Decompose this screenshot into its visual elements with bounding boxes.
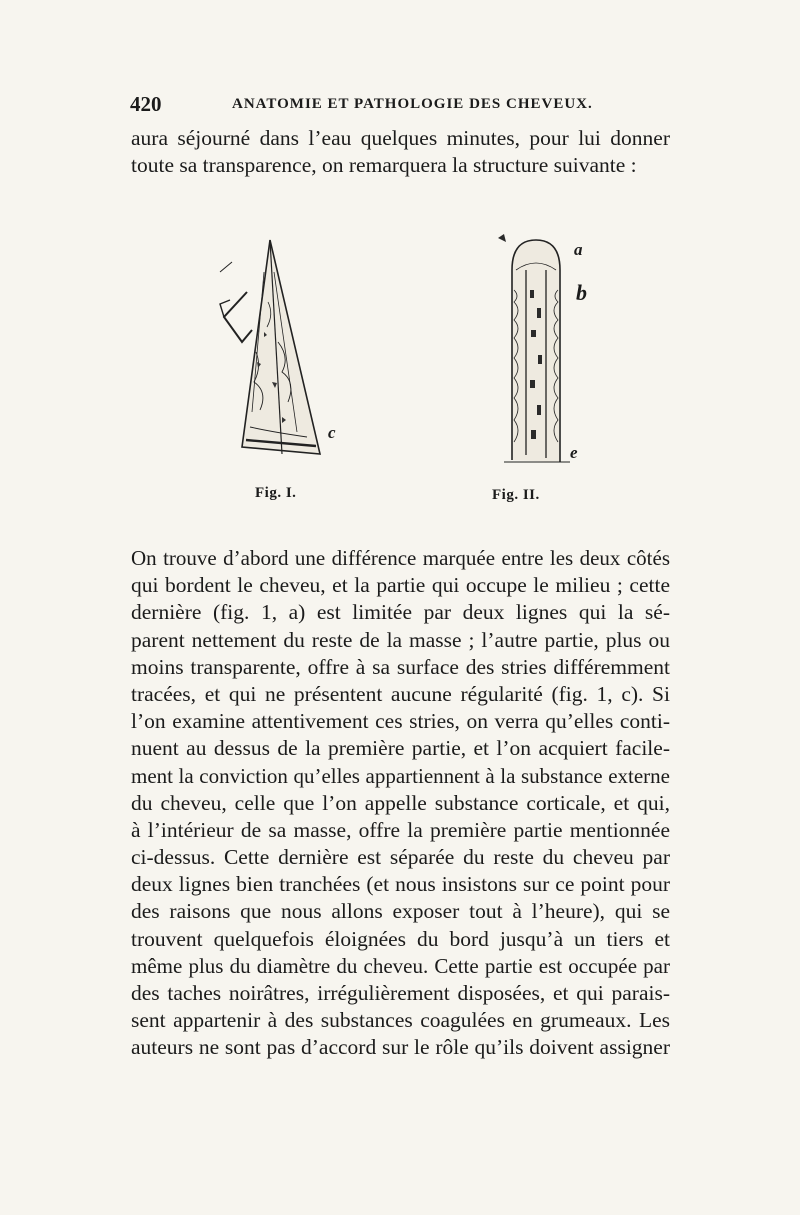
text-line: qui bordent le cheveu, et la partie qui occupe le milieu ; cette	[131, 573, 670, 598]
text-line: ment la conviction qu’elles appartiennent à la substance externe	[131, 763, 670, 788]
text-line: sent appartenir à des substances coagulées en grumeaux. Les	[131, 1008, 670, 1033]
text-line: nuent au dessus de la première partie, et l’on acquiert facile-	[131, 736, 670, 761]
text-line: trouvent quelquefois éloignées du bord jusqu’à un tiers et	[131, 926, 670, 951]
text-line: des raisons que nous allons exposer tout à l’heure), qui se	[131, 899, 670, 924]
text-line: tracées, et qui ne présentent aucune régularité (fig. 1, c). Si	[131, 681, 670, 706]
text-line: toute sa transparence, on remarquera la structure suivante :	[131, 153, 637, 177]
page-number: 420	[130, 92, 162, 116]
text-line: même plus du diamètre du cheveu. Cette partie est occupée par	[131, 953, 670, 978]
text-line: dernière (fig. 1, a) est limitée par deux lignes qui la sé-	[131, 600, 670, 625]
text-line: auteurs ne sont pas d’accord sur le rôle qu’ils doivent assigner	[131, 1035, 670, 1060]
figure-2-label-a: a	[574, 240, 583, 259]
text-line: On trouve d’abord une différence marquée entre les deux côtés	[131, 546, 670, 570]
body-paragraph	[131, 545, 670, 1062]
text-line: du cheveu, celle que l’on appelle substance corticale, et qui,	[131, 790, 670, 815]
running-title: ANATOMIE ET PATHOLOGIE DES CHEVEUX.	[232, 96, 593, 112]
text-line: parent nettement du reste de la masse ; l’autre partie, plus ou	[131, 627, 670, 652]
figure-2-label-e: e	[570, 443, 578, 462]
figure-2-illustration	[484, 230, 604, 475]
text-line: moins transparente, offre à sa surface des stries différemment	[131, 654, 670, 679]
text-line: deux lignes bien tranchées (et nous insistons sur ce point pour	[131, 872, 670, 897]
text-line: des taches noirâtres, irrégulièrement disposées, et qui parais-	[131, 981, 670, 1005]
figure-1-label-c: c	[328, 423, 336, 442]
figure-2-label-b: b	[576, 280, 587, 305]
figure-1-caption: Fig. I.	[255, 485, 297, 501]
intro-paragraph	[131, 125, 670, 179]
text-line: à l’intérieur de sa masse, offre la première partie mentionnée	[131, 817, 670, 842]
text-line: ci-dessus. Cette dernière est séparée du reste du cheveu par	[131, 845, 670, 870]
text-line: l’on examine attentivement ces stries, on verra qu’elles conti-	[131, 709, 670, 734]
hair-shaft-drawing	[484, 230, 604, 475]
running-head	[128, 92, 674, 122]
figure-2-caption: Fig. II.	[492, 487, 540, 503]
text-line: aura séjourné dans l’eau quelques minutes, pour lui donner	[131, 126, 670, 150]
